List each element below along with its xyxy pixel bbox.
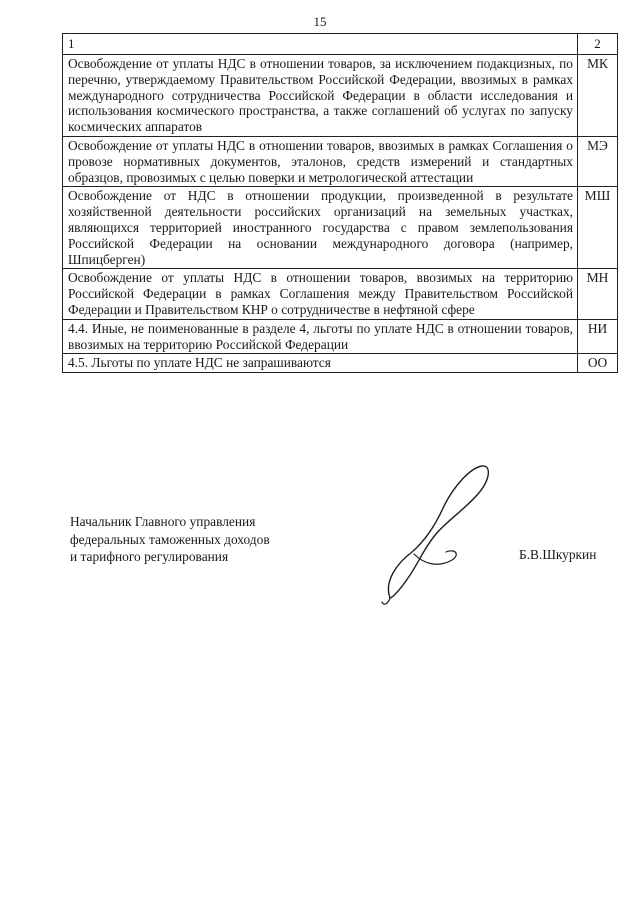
- handwritten-signature: [378, 460, 498, 610]
- signer-title-line: и тарифного регулирования: [70, 549, 229, 564]
- benefit-description: Освобождение от уплаты НДС в отношении товаров, ввозимых в рамках Соглашения о провозе нормативных документов, эталонов, средств измерений и стандартных образцов, провозимых с целью поверки и метрологической аттестации: [63, 136, 578, 186]
- table-row: [63, 136, 618, 186]
- table-header-row: [63, 34, 618, 55]
- table-row: [63, 319, 618, 354]
- benefit-description: 4.5. Льготы по уплате НДС не запрашиваются: [63, 354, 578, 373]
- benefit-code: МК: [578, 55, 618, 137]
- benefit-description: Освобождение от уплаты НДС в отношении товаров, ввозимых на территорию Российской Федерации в рамках Соглашения между Правительством Российской Федерации и Правительством КНР о сотрудничестве в нефтяной сфере: [63, 269, 578, 319]
- signer-name: Б.В.Шкуркин: [519, 547, 597, 562]
- table-row: [63, 354, 618, 373]
- column-header-2: 2: [578, 34, 618, 55]
- benefit-code: ОО: [578, 354, 618, 373]
- page-number: 15: [313, 14, 327, 29]
- signer-title: [70, 513, 270, 566]
- benefit-description: Освобождение от уплаты НДС в отношении товаров, за исключением подакцизных, по перечню, утверждаемому Правительством Российской Федерации, ввозимых в рамках международного сотрудничества Российской Федерации в области исследования и использования космического пространства, а также соглашений об услугах по запуску космических аппаратов: [63, 55, 578, 137]
- benefit-code: МЭ: [578, 136, 618, 186]
- signer-title-line: федеральных таможенных доходов: [70, 531, 270, 547]
- benefit-code: МН: [578, 269, 618, 319]
- signer-title-line: Начальник Главного управления: [70, 514, 256, 529]
- column-header-1: 1: [63, 34, 578, 55]
- benefit-code: МШ: [578, 187, 618, 269]
- benefit-codes-table: [62, 33, 618, 373]
- table-row: [63, 55, 618, 137]
- table-row: [63, 269, 618, 319]
- benefit-description: 4.4. Иные, не поименованные в разделе 4, льготы по уплате НДС в отношении товаров, ввозимых на территорию Российской Федерации: [63, 319, 578, 354]
- table-row: [63, 187, 618, 269]
- benefit-code: НИ: [578, 319, 618, 354]
- benefit-description: Освобождение от НДС в отношении продукции, произведенной в результате хозяйственной деятельности российских организаций на земельных участках, являющихся территорией иностранного государства с правом землепользования Российской Федерации на основании международного договора (например, Шпицберген): [63, 187, 578, 269]
